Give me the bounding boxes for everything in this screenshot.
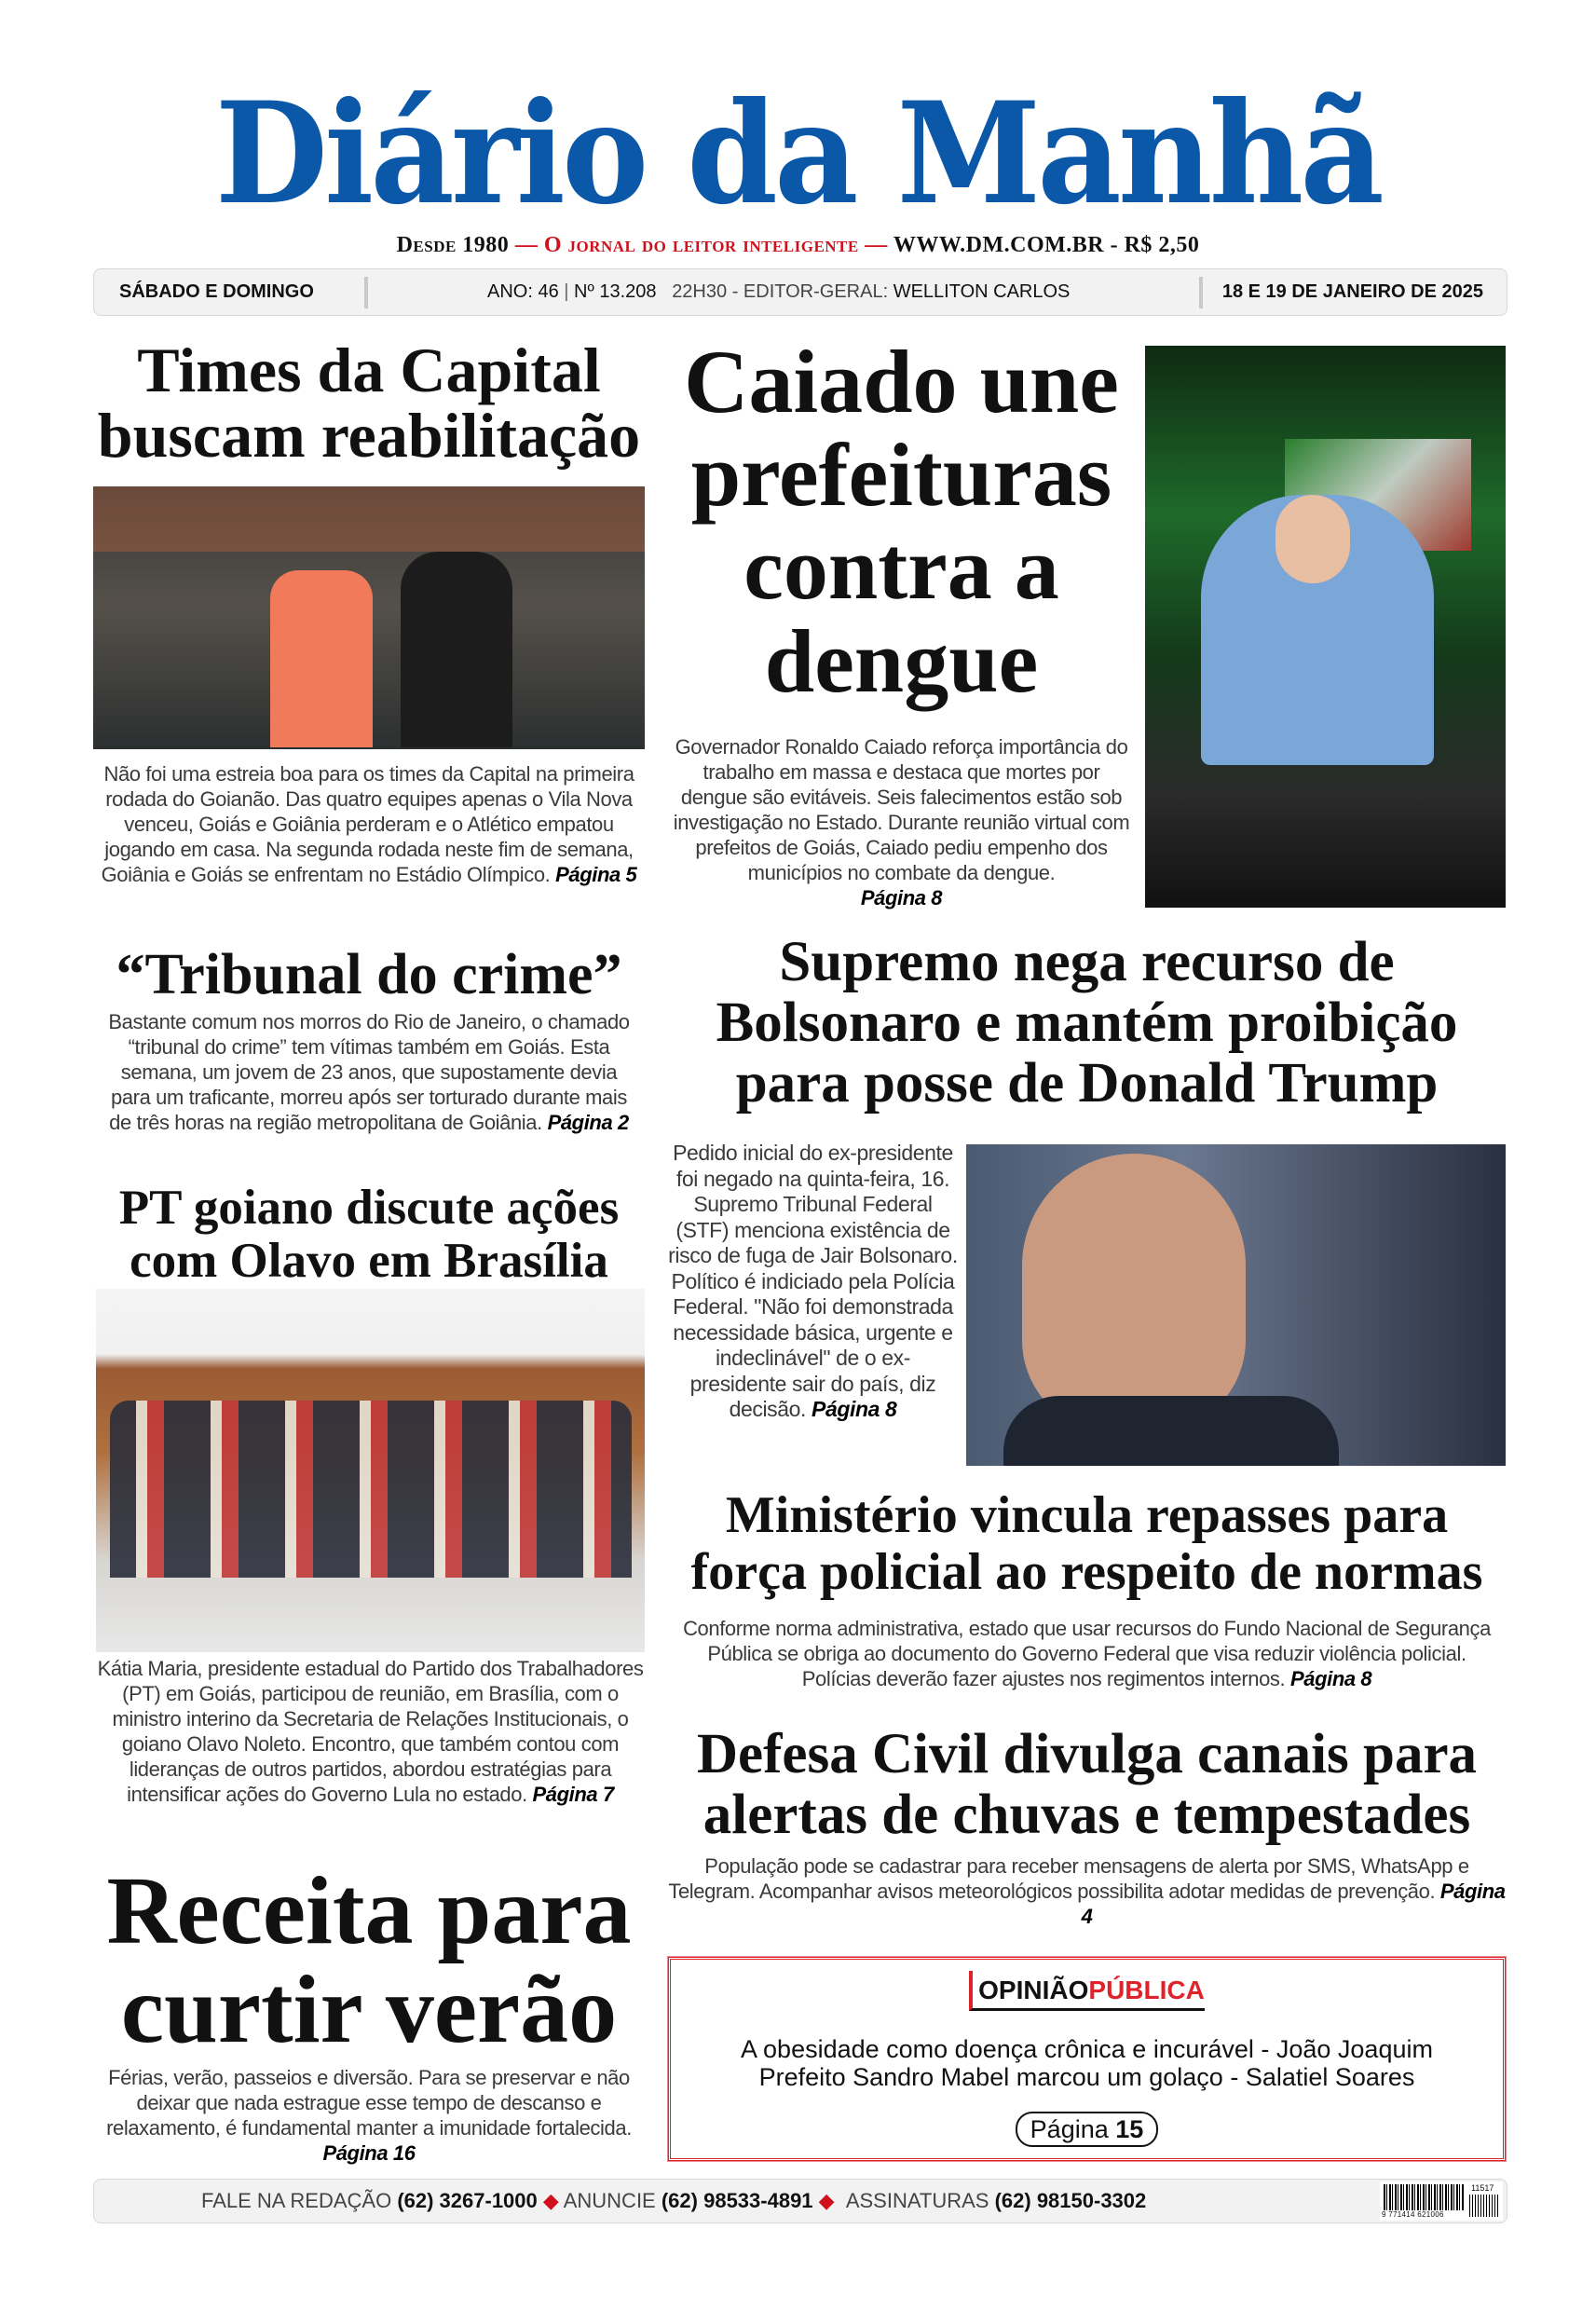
headline-caiado-dengue[interactable]: Caiado une prefeituras contra a dengue bbox=[684, 332, 1119, 711]
story-defesa-text bbox=[668, 1853, 1506, 1929]
player-orange-vest bbox=[270, 570, 373, 747]
face bbox=[1022, 1154, 1246, 1433]
opinion-page-label: Página bbox=[1030, 2115, 1109, 2143]
ads-phone[interactable]: (62) 98533-4891 bbox=[661, 2189, 813, 2212]
contact-line bbox=[201, 2180, 1146, 2222]
opinion-page-number: 15 bbox=[1115, 2115, 1144, 2143]
story-ministerio-text bbox=[677, 1616, 1496, 1691]
opinion-item[interactable]: Prefeito Sandro Mabel marcou um golaço - Salatiel Soares bbox=[758, 2063, 1415, 2091]
opinion-page-pill[interactable] bbox=[1016, 2112, 1159, 2147]
edition-date: 18 E 19 DE JANEIRO DE 2025 bbox=[1221, 281, 1483, 302]
opinion-label-red: PÚBLICA bbox=[1088, 1976, 1205, 2004]
page-ref[interactable]: Página 16 bbox=[322, 2141, 416, 2165]
face bbox=[1275, 495, 1350, 583]
tagline-dash: — bbox=[514, 233, 539, 257]
story-receita-text bbox=[102, 2065, 635, 2166]
headline-pt-goiano[interactable]: PT goiano discute ações com Olavo em Brasília bbox=[118, 1181, 620, 1288]
story-tribunal-text bbox=[102, 1009, 635, 1135]
tagline-site[interactable]: WWW.DM.COM.BR bbox=[893, 233, 1105, 257]
editor-name: WELLITON CARLOS bbox=[893, 281, 1071, 302]
tagline-price: - R$ 2,50 bbox=[1110, 233, 1200, 257]
edition-info: ANO: 46 | Nº 13.208 22H30 - EDITOR-GERAL: WELLITON CARLOS bbox=[487, 281, 1071, 302]
barcode-number: 9 771414 621006 bbox=[1382, 2210, 1444, 2219]
editor-label: - EDITOR-GERAL: bbox=[731, 281, 889, 302]
diamond-icon: ◆ bbox=[818, 2189, 835, 2212]
story-text: Não foi uma estreia boa para os times da Capital na primeira rodada do Goianão. Das quatro equipes apenas o Vila Nova venceu, Goiás e Goiânia perderam e o Atlético empatou jogando em casa. Na segunda rodada neste fim de semana, Goiânia e Goiás se enfrentam no Estádio Olímpico. bbox=[101, 762, 634, 886]
headline-receita-verao[interactable]: Receita para curtir verão bbox=[106, 1857, 632, 2063]
opinion-item[interactable]: A obesidade como doença crônica e incurável - João Joaquim bbox=[741, 2035, 1433, 2063]
subscriptions-phone[interactable]: (62) 98150-3302 bbox=[994, 2189, 1147, 2212]
edition-info-bar bbox=[93, 268, 1507, 316]
photo-caiado bbox=[1145, 346, 1506, 908]
story-supremo-text bbox=[668, 1141, 958, 1423]
page-ref[interactable]: Página 7 bbox=[532, 1783, 614, 1806]
photo-soccer-match bbox=[93, 486, 645, 749]
story-text: Bastante comum nos morros do Rio de Janeiro, o chamado “tribunal do crime” tem vítimas também em Goiás. Esta semana, um jovem de 23 anos, que supostamente devia para um traficante, morreu após ser torturado durante mais de três horas na região metropolitana de Goiânia. bbox=[108, 1010, 630, 1134]
headline-times-capital[interactable]: Times da Capital buscam reabilitação bbox=[97, 335, 641, 471]
edition-year: ANO: 46 bbox=[487, 281, 559, 302]
barcode-addon: 11517 bbox=[1471, 2183, 1494, 2193]
story-times-text bbox=[93, 761, 645, 887]
opinion-box bbox=[668, 1957, 1506, 2161]
opinion-label-inner bbox=[969, 1971, 1205, 2011]
suit bbox=[1003, 1396, 1339, 1466]
headline-ministerio[interactable]: Ministério vincula repasses para força policial ao respeito de normas bbox=[690, 1486, 1483, 1601]
photo-pt-group bbox=[96, 1289, 645, 1652]
barcode bbox=[1380, 2181, 1503, 2221]
opinion-label-black: OPINIÃO bbox=[978, 1976, 1089, 2004]
tagline bbox=[0, 233, 1596, 258]
crowd bbox=[93, 486, 645, 552]
story-text: Kátia Maria, presidente estadual do Partido dos Trabalhadores (PT) em Goiás, participou de reunião, em Brasília, com o ministro interino da Secretaria de Relações Institucionais, o goiano Olavo Noleto. Encontro, que também contou com lideranças de outros partidos, abordou estratégias para intensificar ações do Governo Lula no estado. bbox=[97, 1657, 644, 1806]
divider bbox=[364, 277, 368, 308]
story-text: Pedido inicial do ex-presidente foi negado na quinta-feira, 16. Supremo Tribunal Federal (STF) menciona existência de risco de fuga de Jair Bolsonaro. Político é indiciado pela Polícia Federal. "Não foi demonstrada necessidade básica, urgente e indeclinável" de o ex-presidente sair do país, diz decisão. bbox=[668, 1141, 958, 1421]
page-ref[interactable]: Página 8 bbox=[1289, 1667, 1372, 1690]
divider bbox=[1199, 277, 1203, 308]
opinion-page bbox=[671, 2112, 1503, 2147]
photo-bolsonaro bbox=[966, 1144, 1506, 1466]
story-text: Governador Ronaldo Caiado reforça importância do trabalho em massa e destaca que mortes por dengue são evitáveis. Seis falecimentos estão sob investigação no Estado. Durante reunião virtual com prefeitos de Goiás, Caiado pediu empenho dos municípios no combate da dengue. bbox=[673, 735, 1130, 884]
story-caiado-text bbox=[668, 734, 1135, 910]
barcode-addon-bars bbox=[1469, 2195, 1499, 2217]
newsroom-label: FALE NA REDAÇÃO bbox=[201, 2189, 392, 2212]
headline-defesa-civil[interactable]: Defesa Civil divulga canais para alertas de chuvas e tempestades bbox=[696, 1723, 1478, 1846]
tagline-dash: — bbox=[865, 233, 888, 257]
subscriptions-label: ASSINATURAS bbox=[845, 2189, 989, 2212]
ads-label: ANUNCIE bbox=[563, 2189, 656, 2212]
edition-number: Nº 13.208 bbox=[574, 281, 657, 302]
headline-tribunal-crime[interactable]: “Tribunal do crime” bbox=[116, 943, 622, 1006]
headline-supremo-bolsonaro[interactable]: Supremo nega recurso de Bolsonaro e mantém proibição para posse de Donald Trump bbox=[716, 931, 1458, 1114]
barcode-bars bbox=[1384, 2184, 1464, 2210]
contact-footer bbox=[93, 2179, 1507, 2223]
edition-time: 22H30 bbox=[672, 281, 728, 302]
page-ref[interactable]: Página 5 bbox=[555, 863, 637, 886]
story-text: População pode se cadastrar para receber mensagens de alerta por SMS, WhatsApp e Telegram. Acompanhar avisos meteorológicos possibilita adotar medidas de prevenção. bbox=[668, 1854, 1469, 1903]
story-text: Férias, verão, passeios e diversão. Para se preservar e não deixar que nada estrague esse tempo de descanso e relaxamento, é fundamental manter a imunidade fortalecida. bbox=[106, 2066, 632, 2140]
opinion-list bbox=[671, 2035, 1503, 2091]
tagline-slogan: O jornal do leitor inteligente bbox=[543, 233, 859, 257]
page-ref[interactable]: Página 2 bbox=[547, 1111, 629, 1134]
page-ref[interactable]: Página 8 bbox=[860, 886, 943, 909]
newsroom-phone[interactable]: (62) 3267-1000 bbox=[397, 2189, 538, 2212]
group-of-people bbox=[110, 1401, 632, 1578]
player-black-shirt bbox=[401, 552, 512, 747]
opinion-label bbox=[671, 1971, 1503, 2011]
tagline-since: Desde 1980 bbox=[396, 233, 510, 257]
page-ref[interactable]: Página 4 bbox=[1081, 1880, 1506, 1928]
newspaper-title: Diário da Manhã bbox=[214, 72, 1382, 236]
story-pt-text bbox=[96, 1656, 645, 1807]
edition-days: SÁBADO E DOMINGO bbox=[119, 281, 314, 302]
page-ref[interactable]: Página 8 bbox=[812, 1397, 897, 1421]
diamond-icon: ◆ bbox=[542, 2189, 559, 2212]
story-text: Conforme norma administrativa, estado que usar recursos do Fundo Nacional de Segurança Pública se obriga ao documento do Governo Federal que visa reduzir violência policial. Polícias deverão fazer ajustes nos regimentos internos. bbox=[683, 1617, 1491, 1690]
